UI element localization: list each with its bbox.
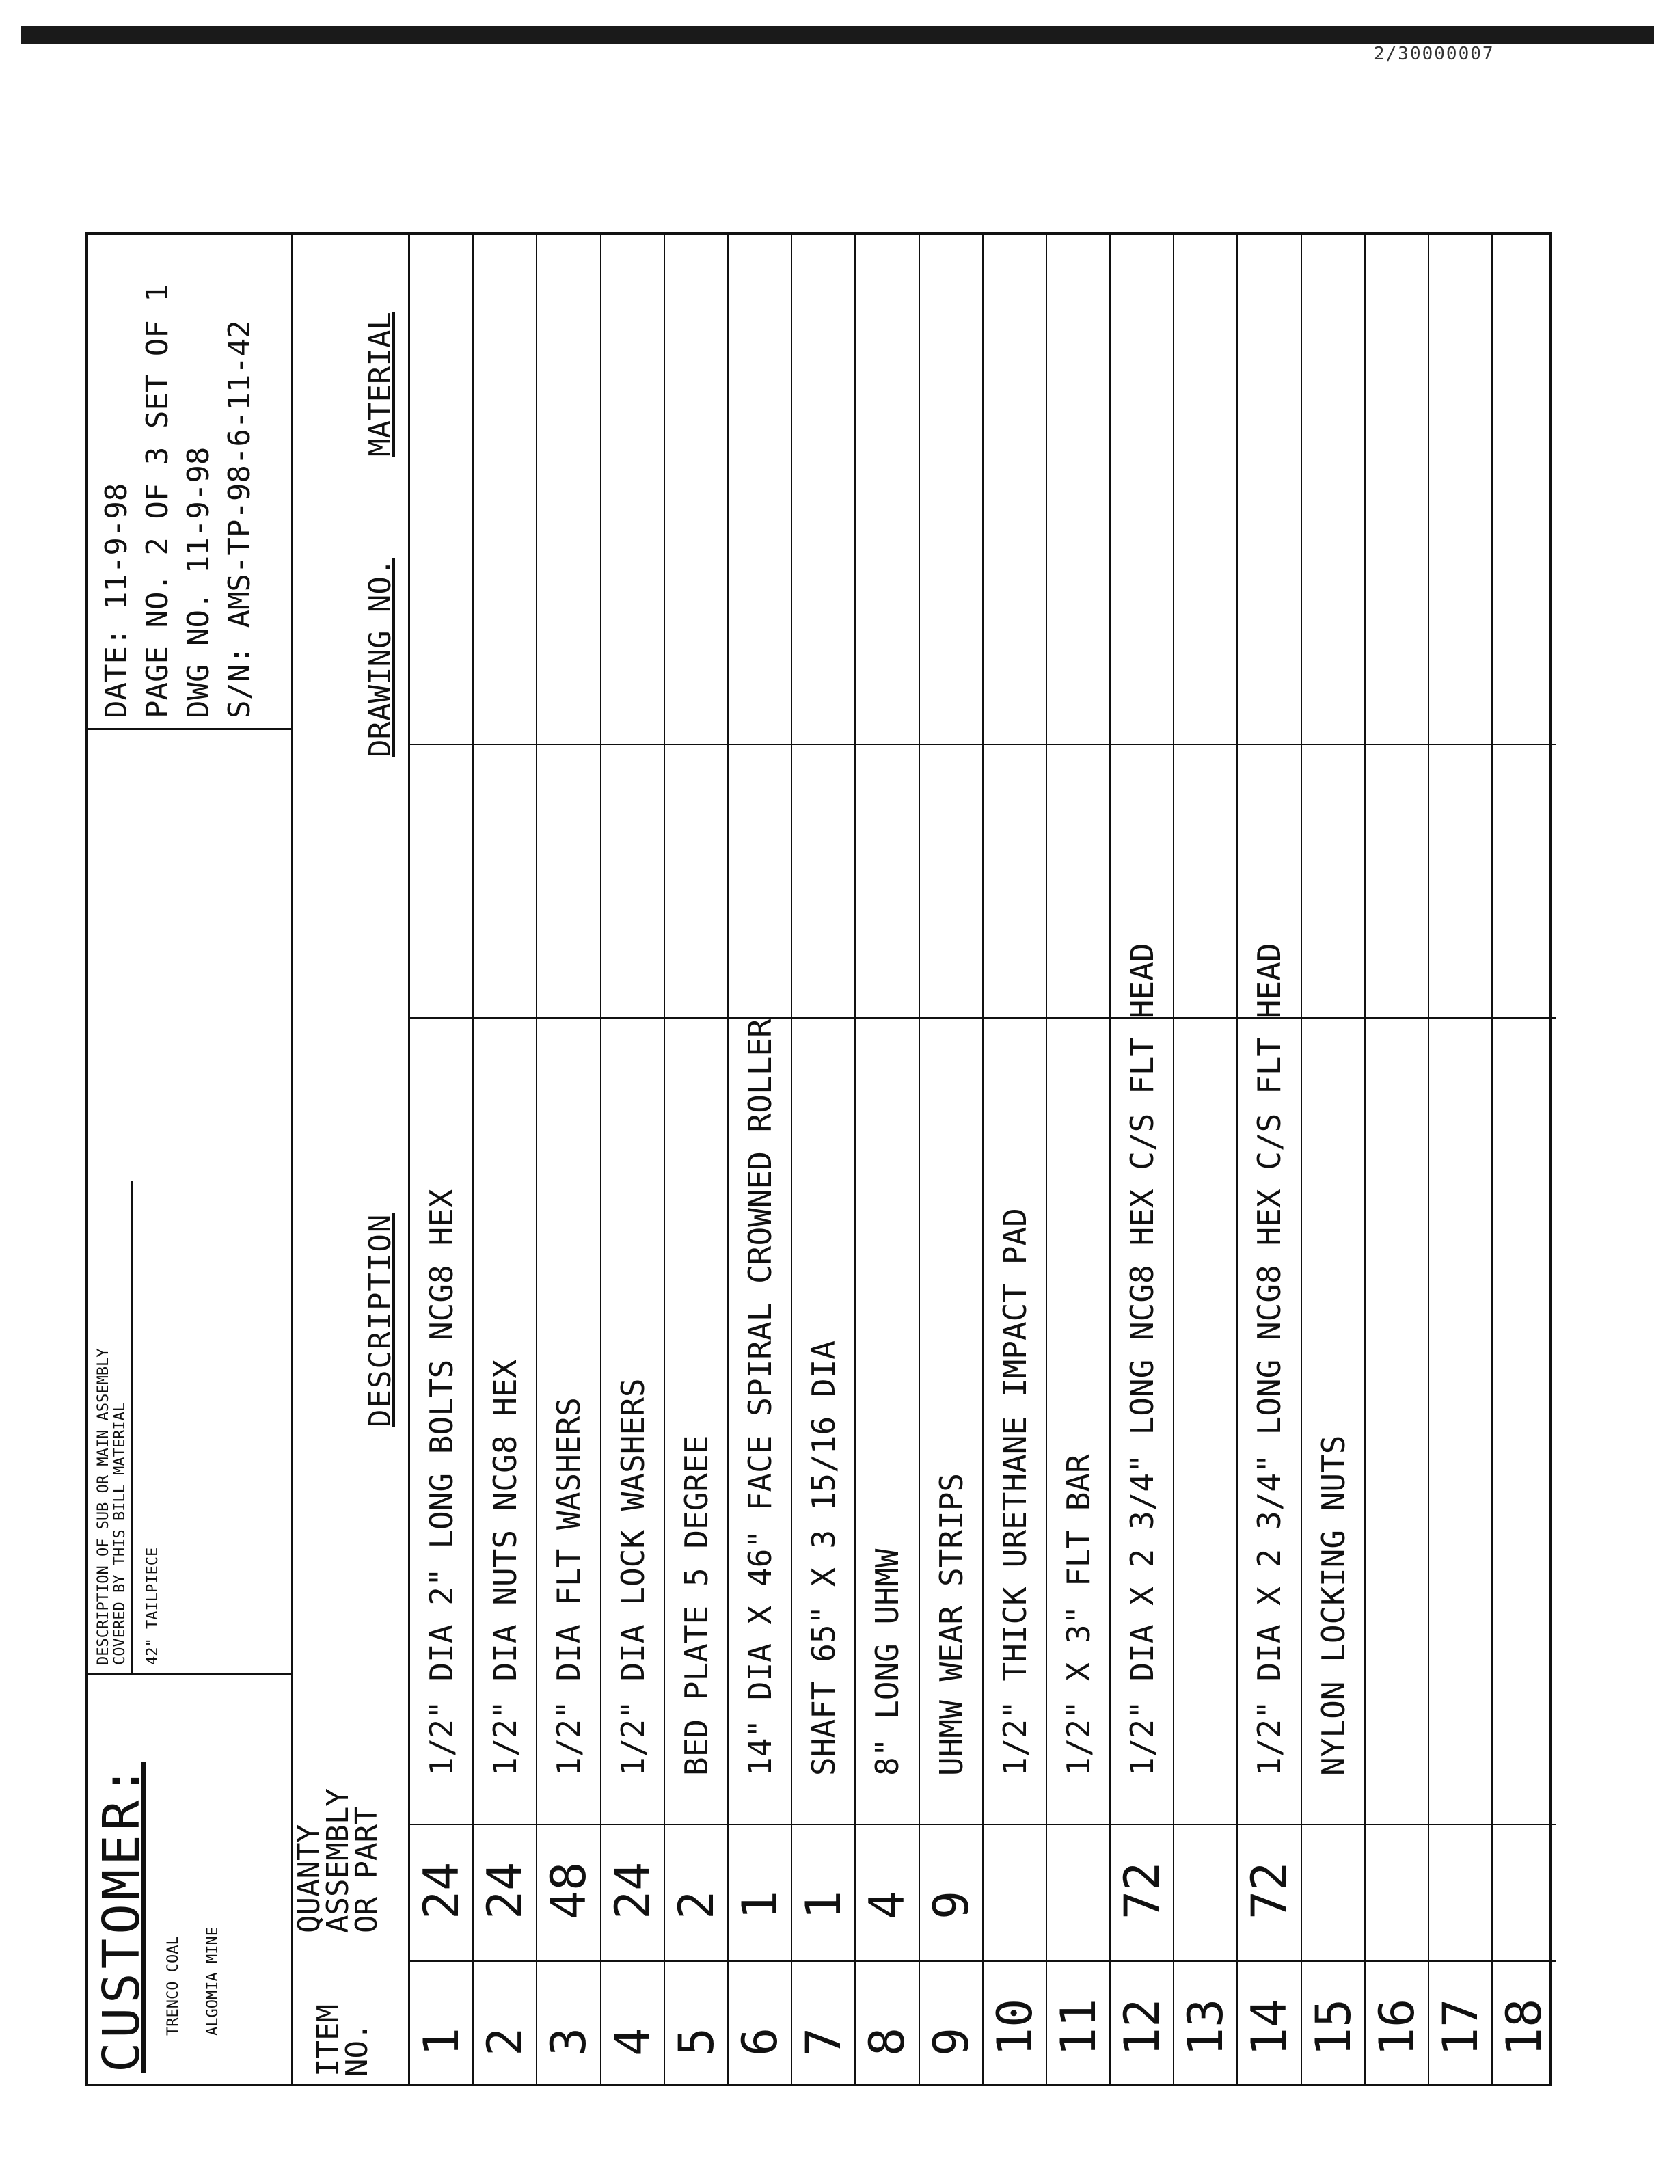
table-row [1238,235,1301,2084]
drawing-number-cell [474,744,536,1017]
table-row [920,235,984,2084]
material-cell [1047,235,1109,744]
description-cell: SHAFT 65" X 3 15/16 DIA [792,1017,854,1824]
material-cell [537,235,599,744]
quantity-cell: 1 [792,1824,854,1960]
customer-label: CUSTOMER: [92,1762,151,2073]
material-cell [1302,235,1364,744]
material-cell [984,235,1046,744]
table-row [984,235,1047,2084]
item-number-cell: 1 [410,1960,472,2084]
description-cell: 1/2" DIA FLT WASHERS [537,1017,599,1824]
material-cell [410,235,472,744]
quantity-cell [1174,1824,1236,1960]
material-cell [856,235,918,744]
customer-name: TRENCO COAL [165,1936,182,2036]
material-cell [1493,235,1556,744]
table-row [1047,235,1111,2084]
drawing-number-cell [1174,744,1236,1017]
drawing-number-cell [792,744,854,1017]
drawing-number-cell [665,744,727,1017]
material-cell [729,235,791,744]
drawing-number-cell [729,744,791,1017]
drawing-number-field: DWG NO. 11-9-98 [181,446,216,718]
quantity-cell: 48 [537,1824,599,1960]
description-cell: 1/2" DIA X 2 3/4" LONG NCG8 HEX C/S FLT HEAD [1111,1017,1173,1824]
material-cell [1174,235,1236,744]
divider [131,1181,133,1673]
table-row [474,235,537,2084]
material-cell [601,235,664,744]
item-number-cell: 2 [474,1960,536,2084]
material-header: MATERIAL [363,312,398,457]
drawing-number-cell [1238,744,1300,1017]
item-number-cell: 17 [1429,1960,1491,2084]
quantity-cell: 24 [410,1824,472,1960]
drawing-number-cell [537,744,599,1017]
page-number-field: PAGE NO. 2 OF 3 SET OF 1 [140,284,175,718]
description-cell: NYLON LOCKING NUTS [1302,1017,1364,1824]
description-cell: 14" DIA X 46" FACE SPIRAL CROWNED ROLLER [729,1017,791,1824]
bill-of-material-form [85,232,1552,2086]
quantity-cell [1047,1824,1109,1960]
quantity-cell [984,1824,1046,1960]
material-cell [665,235,727,744]
item-number-cell: 5 [665,1960,727,2084]
description-cell: 8" LONG UHMW [856,1017,918,1824]
table-row [1174,235,1238,2084]
drawing-number-header: DRAWING NO. [363,558,398,757]
item-number-cell: 8 [856,1960,918,2084]
item-number-header: ITEM NO. [311,2004,375,2077]
item-number-cell: 12 [1111,1960,1173,2084]
quantity-cell: 72 [1238,1824,1300,1960]
quantity-cell: 9 [920,1824,982,1960]
description-cell: 1/2" DIA X 2 3/4" LONG NCG8 HEX C/S FLT HEAD [1238,1017,1300,1824]
description-cell: 1/2" DIA LOCK WASHERS [601,1017,664,1824]
description-cell: UHMW WEAR STRIPS [920,1017,982,1824]
scan-top-bar [21,26,1654,44]
customer-site: ALGOMIA MINE [204,1927,221,2036]
quantity-cell: 24 [601,1824,664,1960]
table-row [856,235,919,2084]
drawing-number-cell [410,744,472,1017]
item-number-cell: 4 [601,1960,664,2084]
quantity-cell [1493,1824,1556,1960]
item-number-cell: 18 [1493,1960,1556,2084]
description-cell: BED PLATE 5 DEGREE [665,1017,727,1824]
item-number-cell: 6 [729,1960,791,2084]
drawing-number-cell [1302,744,1364,1017]
drawing-number-cell [1366,744,1428,1017]
table-row [729,235,792,2084]
item-number-cell: 9 [920,1960,982,2084]
description-cell [1429,1017,1491,1824]
item-number-cell: 10 [984,1960,1046,2084]
quantity-cell: 2 [665,1824,727,1960]
quantity-cell [1429,1824,1491,1960]
item-number-cell: 15 [1302,1960,1364,2084]
assembly-description-block [88,730,293,1673]
serial-number-field: S/N: AMS-TP-98-6-11-42 [222,320,257,718]
table-row [665,235,729,2084]
material-cell [920,235,982,744]
material-cell [1111,235,1173,744]
quantity-cell: 72 [1111,1824,1173,1960]
item-number-cell: 14 [1238,1960,1300,2084]
quantity-cell: 4 [856,1824,918,1960]
quantity-cell: 1 [729,1824,791,1960]
drawing-number-cell [1111,744,1173,1017]
item-number-cell: 7 [792,1960,854,2084]
drawing-number-cell [601,744,664,1017]
material-cell [1429,235,1491,744]
assembly-description-value: 42" TAILPIECE [144,1547,161,1665]
material-cell [792,235,854,744]
item-number-cell: 13 [1174,1960,1236,2084]
item-number-cell: 11 [1047,1960,1109,2084]
description-cell: 1/2" THICK URETHANE IMPACT PAD [984,1017,1046,1824]
drawing-number-cell [856,744,918,1017]
material-cell [1238,235,1300,744]
drawing-number-cell [920,744,982,1017]
table-row [1366,235,1429,2084]
drawing-number-cell [1429,744,1491,1017]
item-number-cell: 3 [537,1960,599,2084]
item-number-cell: 16 [1366,1960,1428,2084]
assembly-description-label: DESCRIPTION OF SUB OR MAIN ASSEMBLY [95,1348,112,1665]
parts-table [408,235,1556,2084]
quantity-header: QUANTY ASSEMBLY OR PART [292,1788,384,1933]
description-cell: 1/2" DIA NUTS NCG8 HEX [474,1017,536,1824]
description-cell [1366,1017,1428,1824]
table-row [410,235,474,2084]
date-field: DATE: 11-9-98 [99,483,134,718]
assembly-description-label-2: COVERED BY THIS BILL MATERIAL [111,1402,128,1665]
table-row [1111,235,1174,2084]
table-row [1429,235,1493,2084]
table-row [792,235,856,2084]
document-info-block [88,235,293,730]
drawing-number-cell [984,744,1046,1017]
description-cell [1493,1017,1556,1824]
quantity-cell [1302,1824,1364,1960]
description-cell: 1/2" X 3" FLT BAR [1047,1017,1109,1824]
quantity-cell: 24 [474,1824,536,1960]
drawing-number-cell [1047,744,1109,1017]
customer-block [88,1673,293,2084]
material-cell [474,235,536,744]
description-header: DESCRIPTION [363,1213,398,1427]
quantity-cell [1366,1824,1428,1960]
drawing-number-cell [1493,744,1556,1017]
table-row [601,235,665,2084]
table-row [1302,235,1366,2084]
description-cell [1174,1017,1236,1824]
material-cell [1366,235,1428,744]
table-row [1493,235,1556,2084]
page-id-clipped: 2/30000007 [1374,44,1495,64]
description-cell: 1/2" DIA 2" LONG BOLTS NCG8 HEX [410,1017,472,1824]
table-row [537,235,601,2084]
